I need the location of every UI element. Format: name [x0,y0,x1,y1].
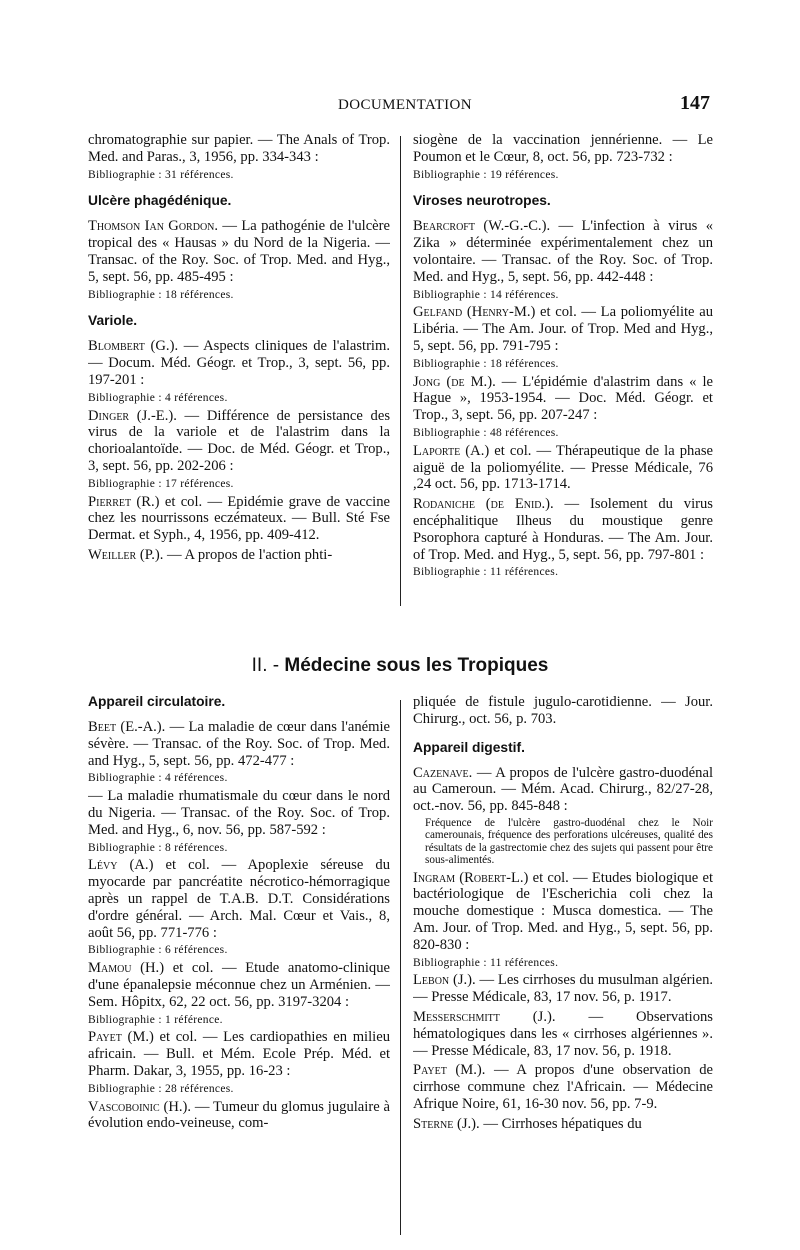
reference-entry [413,443,713,493]
reference-entry [413,694,713,728]
reference-text: — Tumeur du glomus jugulaire à évolution endo-veineuse, com- [88,1098,390,1132]
bottom-right-column [413,694,713,1239]
bibliography-note: Bibliographie : 8 références. [88,841,228,854]
reference-text: et col. — Thérapeutique de la phase aiguë de la poliomyélite. — Presse Médicale, 76 ,24 oct. 56, pp. 1713-1714. [413,442,713,493]
bottom-left-column [88,694,390,1239]
bibliography-note: Bibliographie : 14 références. [413,288,559,301]
reference-entry [413,374,713,424]
bibliography-note: Bibliographie : 4 références. [88,772,228,785]
author-name: Vascoboinic (H.). [88,1098,192,1115]
reference-text: et col. — Etudes biologique et bactériologique de l'Escherichia coli chez la mouche domestique : Musca domestica. — The Am. Jour. of Trop. Med. and Hyg., 5, sept. 56, pp. 820-830 : [413,869,713,953]
reference-text: — Observations hématologiques dans les « cirrhoses algériennes ». — Presse Médicale, 83, 17 nov. 56, p. 1918. [413,1008,713,1059]
reference-text: — La pathogénie de l'ulcère tropical des « Hausas » du Nord de la Nigeria. — Transac. of the Roy. Soc. of Trop. Med. and Hyg., 5, sept. 56, pp. 485-495 : [88,218,390,285]
column-divider-top [400,136,401,606]
rubric-heading: Variole. [88,313,138,329]
reference-text: — Aspects cliniques de l'alastrim. — Docum. Méd. Géogr. et Trop., 3, sept. 56, pp. 197-201 : [88,338,390,388]
section-number: II. - [251,655,280,676]
reference-text: — A propos de l'action phti- [163,546,333,563]
reference-entry [88,1029,390,1079]
reference-entry [88,1099,390,1133]
author-name: Bearcroft (W.-G.-C.). [413,218,551,235]
author-name: Payet (M.) [88,1029,154,1046]
reference-entry [88,857,390,941]
reference-entry [413,765,713,815]
reference-entry [88,408,390,475]
author-name: Sterne (J.). [413,1115,480,1132]
column-divider-bottom [400,700,401,1235]
section-title: Médecine sous les Tropiques [284,655,549,676]
reference-entry [88,547,390,564]
bibliography-note: Bibliographie : 4 références. [88,391,228,404]
rubric-heading: Appareil circulatoire. [88,694,226,709]
bibliography-note: Bibliographie : 28 références. [88,1082,234,1095]
reference-entry [88,788,390,838]
reference-entry [413,1062,713,1112]
reference-entry [413,496,713,563]
reference-text: chromatographie sur papier. — The Anals of Trop. Med. and Paras., 3, 1956, pp. 334-343 : [88,132,390,165]
reference-text: — La maladie rhumatismale du cœur dans le nord du Nigeria. — Transac. of the Roy. Soc. of Trop. Med. and Hyg., 6, nov. 56, pp. 587-592 : [88,788,390,838]
reference-entry [413,870,713,954]
reference-text: et col. — Epidémie grave de vaccine chez les nourrissons eczémateux. — Bull. Sté Fse Dermat. et Syph., 4, 1956, pp. 409-412. [88,493,390,544]
abstract-note: Fréquence de l'ulcère gastro-duodénal chez le Noir camerounais, fréquence des perforations ulcéreuses, qualité des résultats de la gastrectomie chez des sujets qui passent pour être sous-alimentés. [425,816,713,867]
author-name: Cazenave. [413,764,473,781]
reference-entry [88,719,390,769]
author-name: Dinger (J.-E.). [88,407,177,424]
reference-text: — L'infection à virus « Zika » déterminée expérimentalement chez un volontaire. — Transac. of the Roy. Soc. of Trop. Med. and Hyg., 5, sept. 56, pp. 442-448 : [413,218,713,285]
reference-text: pliquée de fistule jugulo-carotidienne. — Jour. Chirurg., oct. 56, p. 703. [413,694,713,727]
section-heading [0,655,800,677]
author-name: Payet (M.). [413,1062,486,1079]
author-name: Pierret (R.) [88,493,160,510]
rubric-heading: Viroses neurotropes. [413,193,551,209]
reference-entry [413,972,713,1006]
reference-text: — Cirrhoses hépatiques du [479,1115,642,1132]
reference-text: — Différence de persistance des virus de la variole et de l'alastrim dans la chorioalantoïde. — Doc. de Méd. Géogr. et Trop., 3, sept. 56, pp. 202-206 : [88,407,390,474]
author-name: Mamou (H.) [88,960,165,977]
reference-text: — La maladie de cœur dans l'anémie sévère. — Transac. of the Roy. Soc. of Trop. Med. and Hyg., 5, sept. 56, pp. 472-477 : [88,719,390,769]
rubric-heading: Appareil digestif. [413,739,525,755]
author-name: Blombert (G.). [88,338,179,355]
bibliography-note: Bibliographie : 19 références. [413,168,559,181]
rubric-heading: Ulcère phagédénique. [88,193,232,209]
reference-entry [88,218,390,285]
reference-text: — L'épidémie d'alastrim dans « le Hague », 1953-1954. — Doc. Méd. Géogr. et Trop., 3, sept. 56, pp. 207-247 : [413,373,713,424]
author-name: Thomson Ian Gordon. [88,218,219,235]
reference-entry [88,338,390,388]
reference-entry [88,132,390,166]
reference-text: — Isolement du virus encéphalitique Ilheus du moustique genre Psorophora capturé à Honduras. — The Am. Jour. of Trop. Med. and Hyg., 5, sept. 56, pp. 797-801 : [413,496,713,563]
bibliography-note: Bibliographie : 17 références. [88,477,234,490]
author-name: Beet (E.-A.). [88,719,166,735]
bibliography-note: Bibliographie : 11 références. [413,956,559,969]
bibliography-note: Bibliographie : 1 référence. [88,1013,223,1026]
reference-entry [88,960,390,1010]
author-name: Gelfand (Henry-M.) [413,304,536,321]
reference-entry [413,218,713,285]
reference-text: et col. — Les cardiopathies en milieu africain. — Bull. et Mém. Ecole Prép. Méd. et Pharm. Dakar, 3, 1955, pp. 16-23 : [88,1029,390,1079]
author-name: Lebon (J.). [413,972,476,989]
page-number: 147 [680,92,710,114]
reference-entry [413,304,713,354]
top-right-column [413,132,713,612]
top-left-column [88,132,390,612]
bibliography-note: Bibliographie : 18 références. [413,357,559,370]
bibliography-note: Bibliographie : 48 références. [413,426,559,439]
author-name: Ingram (Robert-L.) [413,869,529,886]
bibliography-note: Bibliographie : 31 références. [88,168,234,181]
reference-text: et col. — Apoplexie séreuse du myocarde par pancréatite nécrotico-hémorragique après un rappel de T.A.B. D.T. Considérations d'ordre général. — Arch. Mal. Cœur et Vais., 8, août 56, pp. 771-776 : [88,857,390,941]
reference-text: — Les cirrhoses du musulman algérien. — Presse Médicale, 83, 17 nov. 56, p. 1917. [413,972,713,1006]
author-name: Jong (de M.). [413,373,496,390]
author-name: Weiller (P.). [88,546,164,563]
reference-entry [88,494,390,544]
reference-text: — A propos de l'ulcère gastro-duodénal au Cameroun. — Mém. Acad. Chirurg., 82/27-28, oct.-nov. 56, pp. 845-848 : [413,764,713,815]
reference-text: et col. — Etude anatomo-clinique d'une épanalepsie méconnue chez un Arménien. — Sem. Hôpitx, 62, 22 oct. 56, pp. 3197-3204 : [88,960,390,1010]
reference-text: siogène de la vaccination jennérienne. — Le Poumon et le Cœur, 8, oct. 56, pp. 723-732 : [413,132,713,165]
reference-entry [413,1009,713,1059]
author-name: Lévy (A.) [88,857,154,874]
author-name: Rodaniche (de Enid.). [413,496,554,513]
reference-entry [413,1116,713,1133]
author-name: Laporte (A.) [413,442,490,459]
author-name: Messerschmitt (J.). [413,1008,556,1025]
reference-entry [413,132,713,166]
reference-text: — A propos d'une observation de cirrhose commune chez l'Africain. — Médecine Afrique Noire, 61, 16-30 nov. 56, pp. 7-9. [413,1062,713,1112]
running-head: DOCUMENTATION [338,97,472,113]
bibliography-note: Bibliographie : 18 références. [88,288,234,301]
reference-text: et col. — La poliomyélite au Libéria. — The Am. Jour. of Trop. Med and Hyg., 5, sept. 56, pp. 791-795 : [413,304,713,354]
bibliography-note: Bibliographie : 6 références. [88,944,228,957]
bibliography-note: Bibliographie : 11 références. [413,566,559,579]
